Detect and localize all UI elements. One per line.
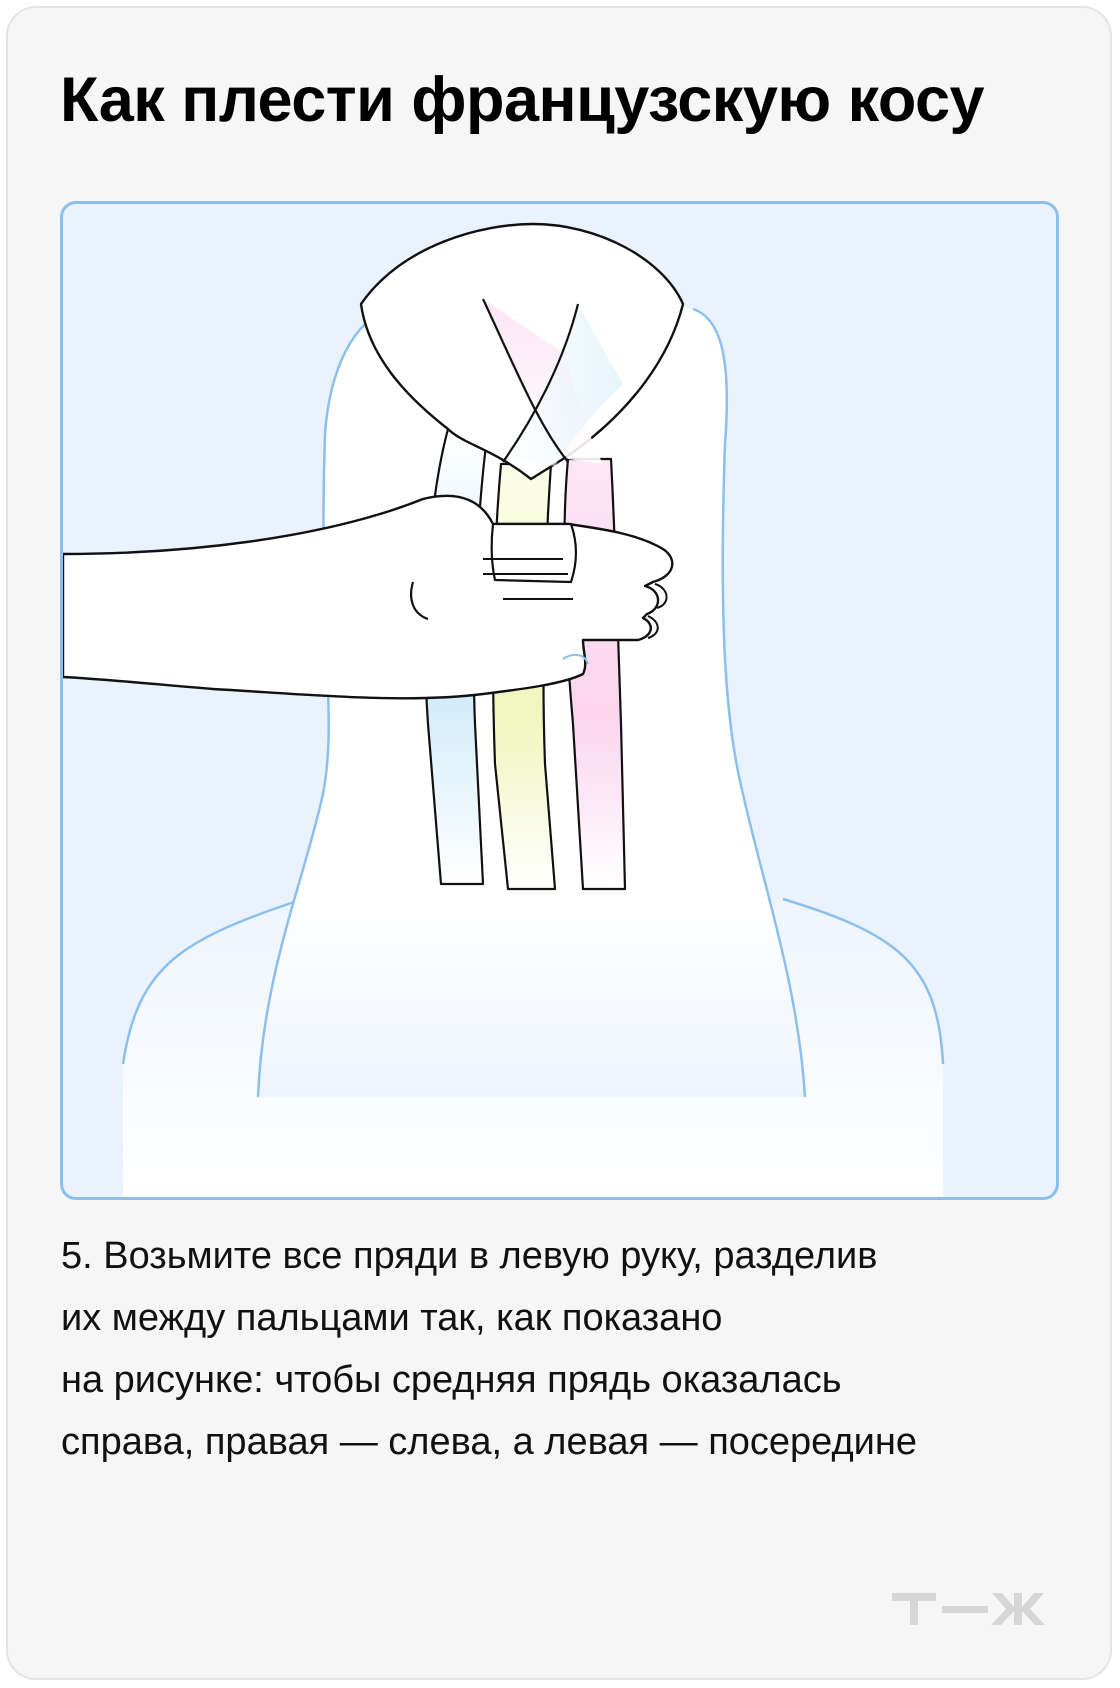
page-title: Как плести французскую косу <box>60 65 985 135</box>
caption-line: справа, правая — слева, а левая — посередине <box>61 1421 917 1463</box>
step-caption <box>61 1225 1071 1473</box>
braid-drawing <box>63 204 1056 1197</box>
caption-line: 5. Возьмите все пряди в левую руку, разделив <box>61 1235 878 1277</box>
tzh-logo <box>890 1590 1060 1626</box>
braid-illustration <box>60 201 1059 1200</box>
caption-line: их между пальцами так, как показано <box>61 1297 723 1339</box>
caption-line: на рисунке: чтобы средняя прядь оказалась <box>61 1359 842 1401</box>
